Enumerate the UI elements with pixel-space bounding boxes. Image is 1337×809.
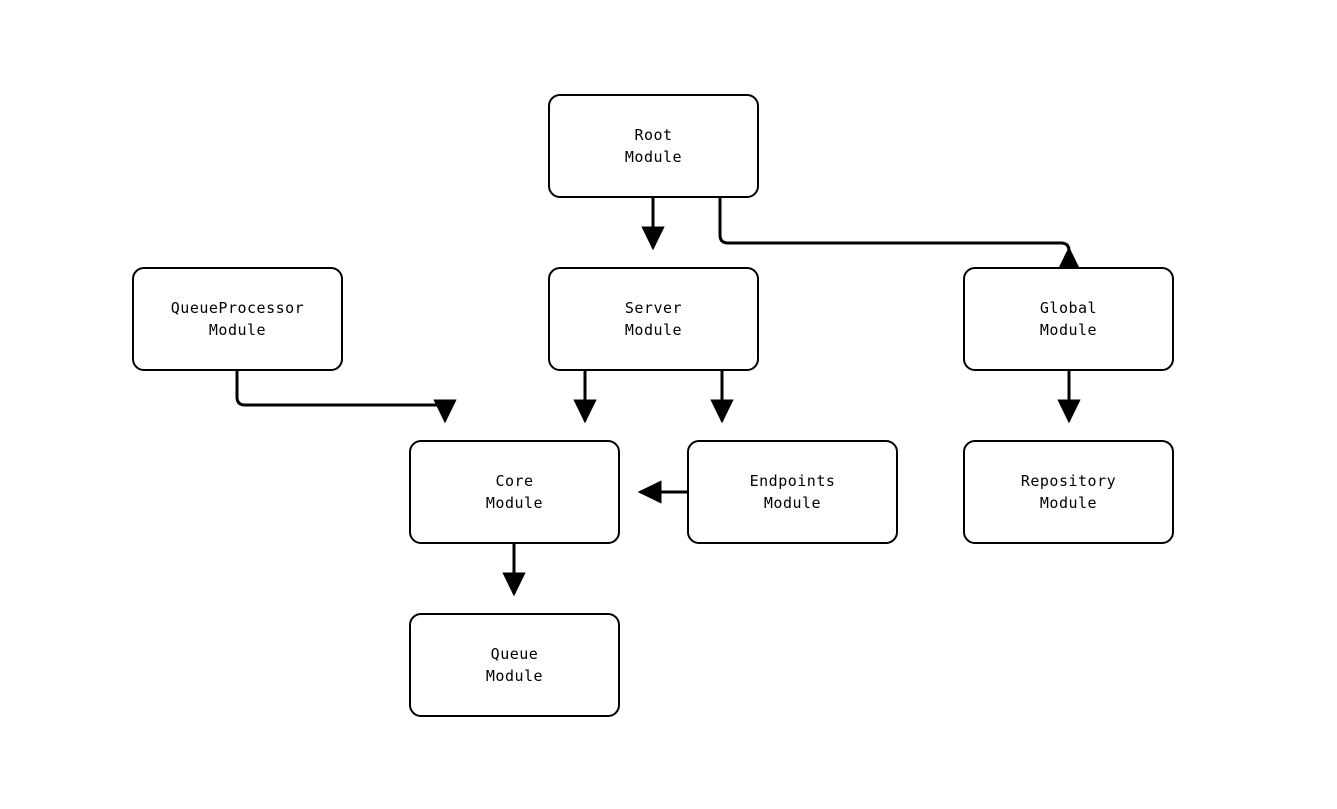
node-label-line1: Repository bbox=[1020, 472, 1117, 490]
node-root-module[interactable] bbox=[548, 94, 759, 198]
node-label-line1: Global bbox=[1039, 299, 1098, 317]
node-global-module[interactable] bbox=[963, 267, 1174, 371]
node-label-line1: Server bbox=[624, 299, 683, 317]
node-label-line1: Root bbox=[634, 126, 673, 144]
node-label-line1: Endpoints bbox=[749, 472, 836, 490]
node-label-line1: Core bbox=[495, 472, 534, 490]
node-endpoints-module[interactable] bbox=[687, 440, 898, 544]
node-repository-module[interactable] bbox=[963, 440, 1174, 544]
edge-root-to-global bbox=[720, 198, 1069, 251]
node-server-module[interactable] bbox=[548, 267, 759, 371]
node-queueprocessor-module[interactable] bbox=[132, 267, 343, 371]
node-core-module[interactable] bbox=[409, 440, 620, 544]
node-label-line2: Module bbox=[485, 667, 544, 685]
node-label-line1: Queue bbox=[490, 645, 539, 663]
node-label-line2: Module bbox=[624, 321, 683, 339]
node-label-line2: Module bbox=[763, 494, 822, 512]
node-label-line2: Module bbox=[485, 494, 544, 512]
node-label-line2: Module bbox=[1039, 321, 1098, 339]
node-label-line2: Module bbox=[208, 321, 267, 339]
edge-queueprocessor-to-core bbox=[237, 371, 445, 421]
node-label-line2: Module bbox=[624, 148, 683, 166]
node-label-line1: QueueProcessor bbox=[170, 299, 305, 317]
node-label-line2: Module bbox=[1039, 494, 1098, 512]
node-queue-module[interactable] bbox=[409, 613, 620, 717]
